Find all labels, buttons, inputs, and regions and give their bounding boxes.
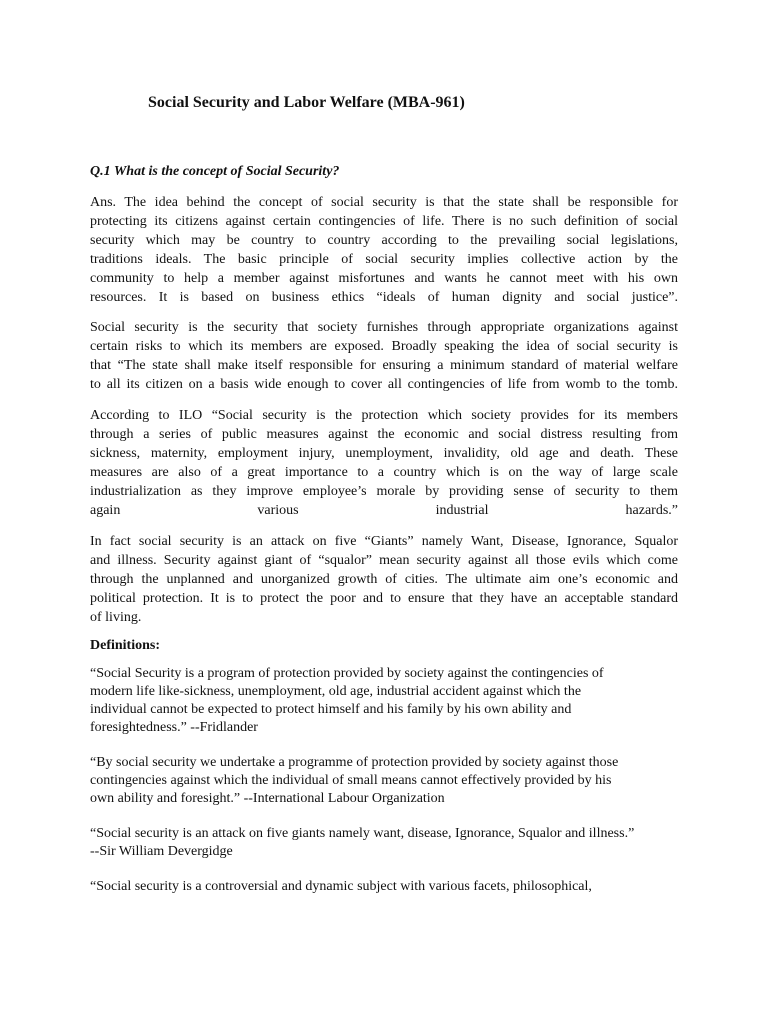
text-line: security which may be country to country according to the prevailing social legislations, <box>90 233 678 248</box>
text-line: “By social security we undertake a programme of protection provided by society against those <box>90 755 619 770</box>
text-line: Ans. The idea behind the concept of social security is that the state shall be responsible for <box>90 195 678 210</box>
text-line: --Sir William Devergidge <box>90 844 233 859</box>
text-line: again various industrial hazards.” <box>90 503 678 518</box>
text-line: resources. It is based on business ethics “ideals of human dignity and social justice”. <box>90 290 678 305</box>
definition-ilo <box>90 754 690 808</box>
text-line: measures are also of a great importance to a country which is on the way of large scale <box>90 465 678 480</box>
definition-fridlander <box>90 665 690 737</box>
paragraph-ilo <box>90 406 678 520</box>
text-line: “Social security is a controversial and dynamic subject with various facets, philosophical, <box>90 879 592 894</box>
paragraph-answer-intro <box>90 193 678 307</box>
text-line: and illness. Security against giant of “squalor” mean security against all those evils which come <box>90 553 678 568</box>
text-line: of living. <box>90 610 142 625</box>
text-line: “Social Security is a program of protection provided by society against the contingencies of <box>90 666 604 681</box>
text-line: industrialization as they improve employee’s morale by providing sense of security to them <box>90 484 678 499</box>
text-line: own ability and foresight.” --International Labour Organization <box>90 791 445 806</box>
text-line: contingencies against which the individual of small means cannot effectively provided by his <box>90 773 612 788</box>
text-line: through the unplanned and unorganized growth of cities. The ultimate aim one’s economic and <box>90 572 678 587</box>
text-line: individual cannot be expected to protect himself and his family by his own ability and <box>90 702 572 717</box>
text-line: that “The state shall make itself responsible for ensuring a minimum standard of material welfare <box>90 358 678 373</box>
text-line: foresightedness.” --Fridlander <box>90 720 258 735</box>
paragraph-security-definition <box>90 318 678 394</box>
question-heading: Q.1 What is the concept of Social Security? <box>90 164 340 179</box>
text-line: “Social security is an attack on five giants namely want, disease, Ignorance, Squalor and illness.” <box>90 826 635 841</box>
text-line: political protection. It is to protect the poor and to ensure that they have an acceptable standard <box>90 591 678 606</box>
text-line: sickness, maternity, employment injury, unemployment, invalidity, old age and death. These <box>90 446 678 461</box>
definitions-heading: Definitions: <box>90 638 160 653</box>
text-line: to all its citizen on a basis wide enough to cover all contingencies of life from womb to the tomb. <box>90 377 678 392</box>
text-line: traditions ideals. The basic principle of social security implies collective action by the <box>90 252 678 267</box>
paragraph-five-giants <box>90 532 678 627</box>
definition-devergidge <box>90 825 690 861</box>
document-title: Social Security and Labor Welfare (MBA-961) <box>148 94 465 111</box>
text-line: modern life like-sickness, unemployment, old age, industrial accident against which the <box>90 684 582 699</box>
text-line: Social security is the security that society furnishes through appropriate organizations against <box>90 320 678 335</box>
text-line: through a series of public measures against the economic and social distress resulting from <box>90 427 678 442</box>
text-line: community to help a member against misfortunes and wants he cannot meet with his own <box>90 271 678 286</box>
text-line: In fact social security is an attack on five “Giants” namely Want, Disease, Ignorance, Squalor <box>90 534 678 549</box>
text-line: According to ILO “Social security is the protection which society provides for its members <box>90 408 678 423</box>
definition-controversial <box>90 878 690 896</box>
text-line: protecting its citizens against certain contingencies of life. There is no such definition of social <box>90 214 678 229</box>
text-line: certain risks to which its members are exposed. Broadly speaking the idea of social security is <box>90 339 678 354</box>
